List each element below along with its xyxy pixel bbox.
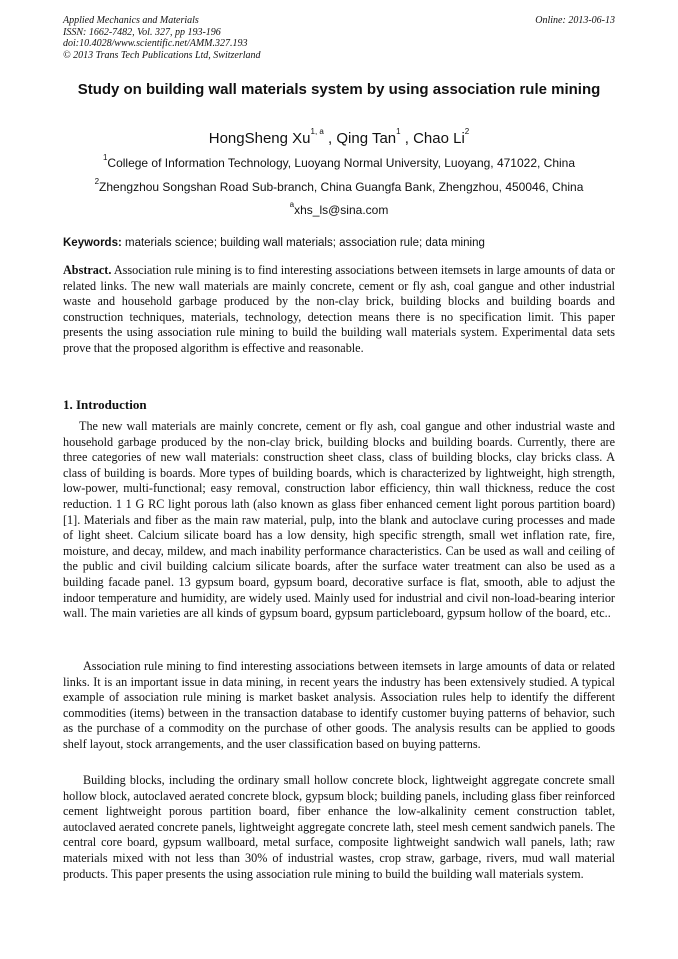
journal-name: Applied Mechanics and Materials (63, 15, 199, 26)
author-separator: , (400, 130, 414, 147)
author-list (0, 127, 678, 147)
affiliation-text: College of Information Technology, Luoyang Normal University, Luoyang, 471022, China (107, 156, 576, 170)
author-name: Chao Li (413, 130, 465, 147)
email-text: xhs_ls@sina.com (294, 203, 389, 217)
affiliation-mark: 1 (102, 153, 108, 162)
abstract-label: Abstract. (63, 263, 112, 277)
affiliation-1 (0, 153, 678, 170)
section-heading: 1. Introduction (63, 397, 147, 412)
paragraph: The new wall materials are mainly concrete, cement or fly ash, coal gangue and other industrial waste and household garbage produced by the non-clay brick, building blocks and building boards. Currently, there are three categories of new wall materials: construction sheet class, class of building blocks, clay bricks class. A class of building is boards. More types of building boards, which is characterized by lightweight, high strength, low-power, multi-functional; easy removal, construction labor efficiency, thin wall thickness, reduce the cost reduction. 1 1 G RC light porous lath (also known as glass fiber enhanced cement light porous partition board) [1]. Materials and fiber as the main raw material, pulp, into the blank and autoclave curing processes and made of light sheet. Calcium silicate board has a low density, high specific strength, small wet inflation rate, fire, moisture, and decay, mildew, and mach inability performance characteristics. Can be used as wall and ceiling of the public and civil building calcium silicate boards, after the surface water treatment can also be used as a building facade panel. 13 gypsum board, gypsum board, decorative surface is flat, smooth, able to adjust the indoor temperature and humidity, are widely used. Mainly used for industrial and civil non-load-bearing interior wall. The main varieties are all kinds of gypsum board, gypsum particleboard, gypsum hollow of the board, etc.. (63, 419, 615, 621)
affiliation-text: Zhengzhou Songshan Road Sub-branch, China Guangfa Bank, Zhengzhou, 450046, China (99, 180, 584, 194)
affiliation-2 (0, 177, 678, 194)
author-email (0, 200, 678, 217)
paragraph: Building blocks, including the ordinary small hollow concrete block, lightweight aggregate concrete small hollow block, autoclaved aerated concrete block, gypsum block; building panels, including glass fiber reinforced cement lightweight porous partition board, fiber enhance the low-alkalinity cement construction tablet, autoclaved aerated concrete panels, lightweight aggregate concrete lath, steel mesh cement sandwich panels. The central core board, gypsum wallboard, metal surface, composite lightweight sandwich wall panels, lath; raw materials mixed with not less than 30% of industrial wastes, crop straw, garbage, rivers, mud wall material products. This paper presents the using association rule mining to build the building wall materials system. (63, 773, 615, 881)
keywords (63, 237, 615, 249)
author-separator: , (323, 130, 337, 147)
author-affiliation-mark: 1, a (310, 127, 324, 136)
author-name: Qing Tan (336, 130, 397, 147)
paragraph: Association rule mining to find interesting associations between itemsets in large amounts of data or related links. It is an important issue in data mining, in recent years the industry has been extensively studied. A typical example of association rule mining is market basket analysis. Association rules help to identify the different commodities (items) between in the transaction database to identify customer buying patterns of behavior, such as the purchase of a commodity on the purchase of other goods. The analysis results can be applied to goods shelf layout, stock arrangements, and the user classification based on buying patterns. (63, 659, 615, 751)
abstract (63, 263, 615, 357)
paper-title: Study on building wall materials system by using association rule mining (77, 81, 601, 98)
keywords-label: Keywords: (63, 237, 122, 249)
email-mark: a (289, 200, 295, 209)
journal-header (63, 15, 615, 61)
issn-line: ISSN: 1662-7482, Vol. 327, pp 193-196 (63, 26, 221, 38)
author-affiliation-mark: 1 (396, 127, 401, 136)
abstract-text: Association rule mining is to find interesting associations between itemsets in large amounts of data or related links. The new wall materials are mainly concrete, cement or fly ash, coal gangue and other industrial waste and household garbage produced by the non-clay brick, building blocks and building boards and construction techniques, materials, technology, detection means there is no specification limit. This paper presents the using association rule mining to build the building wall materials system. Experimental data sets prove that the proposed algorithm is effective and reasonable. (63, 263, 615, 355)
author-affiliation-mark: 2 (464, 127, 470, 136)
doi-line: doi:10.4028/www.scientific.net/AMM.327.193 (63, 38, 248, 49)
keywords-text: materials science; building wall materials; association rule; data mining (121, 237, 485, 249)
author-name: HongSheng Xu (208, 130, 311, 147)
online-date: Online: 2013-06-13 (535, 15, 615, 26)
copyright-line: © 2013 Trans Tech Publications Ltd, Switzerland (63, 49, 261, 61)
affiliation-mark: 2 (94, 177, 100, 186)
